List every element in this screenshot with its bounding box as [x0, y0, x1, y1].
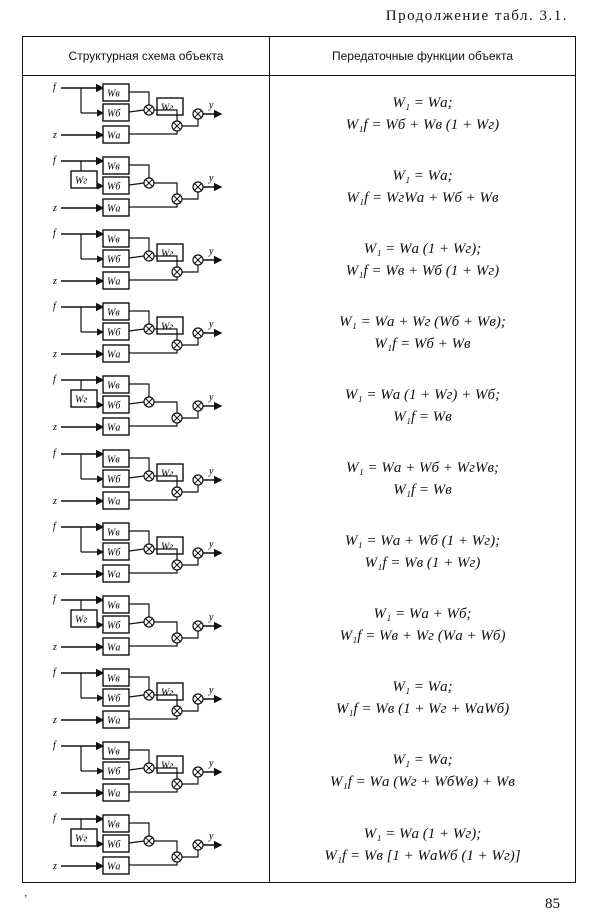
svg-text:Wб: Wб	[107, 400, 121, 412]
input-f-label: f	[53, 301, 56, 313]
svg-text:Wв: Wв	[107, 527, 120, 539]
input-f-label: f	[53, 228, 56, 240]
transfer-functions	[270, 151, 575, 222]
input-f-label: f	[53, 813, 56, 824]
formula-w1f: W₁f = WгWа + Wб + Wв	[346, 189, 499, 206]
block-diagram	[53, 517, 223, 588]
transfer-functions	[270, 736, 575, 807]
svg-text:Wв: Wв	[107, 307, 120, 319]
svg-text:Wа: Wа	[107, 276, 121, 288]
input-f-label: f	[53, 593, 56, 605]
block-diagram	[53, 590, 223, 661]
svg-text:Wа: Wа	[107, 422, 121, 434]
svg-text:Wб: Wб	[107, 620, 121, 632]
block-diagram	[53, 151, 223, 222]
block-diagram	[53, 370, 223, 441]
svg-text:Wг: Wг	[75, 394, 88, 406]
input-z-label: z	[53, 203, 57, 215]
svg-text:Wв: Wв	[107, 234, 120, 246]
formula-w1: W₁ = Wа + Wб + WгWв;	[346, 460, 499, 476]
table-row	[23, 297, 575, 368]
formula-w1f: W₁f = Wа (Wг + WбWв) + Wв	[330, 774, 515, 791]
svg-text:Wб: Wб	[107, 181, 121, 193]
table-row	[23, 663, 575, 734]
transfer-function-table	[22, 36, 576, 883]
svg-text:Wа: Wа	[107, 203, 121, 215]
input-z-label: z	[53, 714, 57, 726]
svg-text:Wб: Wб	[107, 693, 121, 705]
output-y-label: y	[209, 100, 214, 111]
svg-text:Wв: Wв	[107, 161, 120, 173]
input-z-label: z	[53, 276, 57, 288]
svg-text:Wа: Wа	[107, 715, 121, 727]
output-y-label: y	[209, 246, 214, 258]
formula-w1: W₁ = Wа;	[392, 167, 453, 184]
input-f-label: f	[53, 155, 56, 167]
formula-w1: W₁ = Wа;	[392, 679, 453, 696]
svg-text:Wг: Wг	[161, 468, 174, 479]
svg-text:Wа: Wа	[107, 642, 121, 654]
block-diagram	[53, 663, 223, 734]
output-y-label: y	[209, 684, 214, 696]
table-row	[23, 151, 575, 222]
block-diagram	[53, 224, 223, 295]
transfer-functions	[270, 224, 575, 295]
svg-text:Wб: Wб	[107, 547, 121, 559]
svg-text:Wв: Wв	[107, 600, 120, 612]
output-y-label: y	[209, 831, 214, 842]
header-transfer-functions: Передаточные функции объекта	[331, 49, 514, 63]
svg-text:Wб: Wб	[107, 108, 121, 120]
svg-text:Wв: Wв	[107, 819, 120, 831]
table-row	[23, 444, 575, 515]
transfer-functions	[270, 444, 575, 515]
formula-w1f: W₁f = Wв [1 + WаWб (1 + Wг)]	[324, 847, 521, 864]
table-row	[23, 78, 575, 149]
svg-text:Wг: Wг	[161, 541, 174, 553]
block-diagram	[53, 297, 223, 368]
input-z-label: z	[53, 495, 57, 507]
formula-w1f: W₁f = Wб + Wв	[374, 335, 471, 352]
formula-w1f: W₁f = Wв + Wб (1 + Wг)	[345, 262, 500, 279]
formula-w1: W₁ = Wа + Wб (1 + Wг);	[344, 533, 501, 550]
transfer-functions	[270, 370, 575, 441]
table-row	[23, 809, 575, 880]
svg-text:Wг: Wг	[161, 760, 174, 772]
svg-text:Wа: Wа	[107, 861, 121, 873]
transfer-functions	[270, 517, 575, 588]
svg-text:Wг: Wг	[161, 687, 174, 699]
input-z-label: z	[53, 349, 57, 361]
continuation-title: Продолжение табл. 3.1.	[385, 8, 568, 24]
formula-w1: W₁ = Wа;	[392, 94, 453, 111]
svg-text:Wг: Wг	[161, 248, 174, 260]
svg-text:Wг: Wг	[161, 321, 174, 333]
input-z-label: z	[53, 130, 57, 141]
svg-text:Wб: Wб	[107, 327, 121, 339]
input-f-label: f	[53, 447, 56, 459]
table-row	[23, 736, 575, 807]
table-row	[23, 517, 575, 588]
svg-text:Wа: Wа	[107, 496, 121, 507]
svg-text:Wб: Wб	[107, 474, 121, 485]
svg-text:Wб: Wб	[107, 766, 121, 778]
block-diagram	[53, 736, 223, 807]
input-f-label: f	[53, 739, 56, 751]
output-y-label: y	[209, 319, 214, 331]
output-y-label: y	[209, 173, 214, 185]
svg-text:Wг: Wг	[75, 175, 88, 187]
stray-mark: ‚	[24, 888, 28, 899]
formula-w1: W₁ = Wа + Wб;	[373, 606, 472, 623]
svg-text:Wа: Wа	[107, 569, 121, 581]
transfer-functions	[270, 663, 575, 734]
transfer-functions	[270, 590, 575, 661]
input-z-label: z	[53, 787, 57, 799]
svg-text:Wг: Wг	[75, 614, 88, 626]
svg-text:Wб: Wб	[107, 839, 121, 851]
svg-text:Wв: Wв	[107, 673, 120, 685]
formula-w1f: W₁f = Wв (1 + Wг)	[364, 555, 481, 572]
transfer-functions	[270, 297, 575, 368]
input-f-label: f	[53, 520, 56, 532]
formula-w1: W₁ = Wа (1 + Wг);	[363, 825, 482, 842]
block-diagram	[53, 78, 223, 149]
formula-w1f: W₁f = Wв (1 + Wг + WаWб)	[335, 701, 510, 718]
block-diagram	[53, 809, 223, 880]
formula-w1f: W₁f = Wв	[393, 408, 452, 425]
input-f-label: f	[53, 82, 56, 93]
svg-text:Wг: Wг	[75, 833, 88, 845]
formula-w1: W₁ = Wа (1 + Wг);	[363, 240, 482, 257]
header-divider	[23, 75, 575, 76]
output-y-label: y	[209, 392, 214, 404]
svg-text:Wв: Wв	[107, 746, 120, 758]
formula-w1f: W₁f = Wв + Wг (Wа + Wб)	[339, 628, 506, 645]
header-structure: Структурная схема объекта	[68, 49, 224, 63]
input-f-label: f	[53, 374, 56, 386]
transfer-functions	[270, 78, 575, 149]
svg-text:Wа: Wа	[107, 788, 121, 800]
transfer-functions	[270, 809, 575, 880]
formula-w1f: W₁f = Wв	[393, 482, 452, 498]
block-diagram	[53, 444, 223, 515]
svg-text:Wа: Wа	[107, 349, 121, 361]
svg-text:Wв: Wв	[107, 380, 120, 392]
input-z-label: z	[53, 568, 57, 580]
input-z-label: z	[53, 861, 57, 872]
svg-text:Wв: Wв	[107, 454, 120, 465]
table-row	[23, 370, 575, 441]
svg-text:Wа: Wа	[107, 130, 121, 142]
output-y-label: y	[209, 465, 214, 477]
table-row	[23, 590, 575, 661]
formula-w1: W₁ = Wа;	[392, 752, 453, 769]
formula-w1: W₁ = Wа (1 + Wг) + Wб;	[344, 386, 501, 403]
formula-w1: W₁ = Wа + Wг (Wб + Wв);	[339, 313, 506, 330]
formula-w1f: W₁f = Wб + Wв (1 + Wг)	[345, 116, 500, 133]
output-y-label: y	[209, 611, 214, 623]
svg-text:Wб: Wб	[107, 254, 121, 266]
input-z-label: z	[53, 422, 57, 434]
output-y-label: y	[209, 757, 214, 769]
svg-text:Wг: Wг	[161, 102, 174, 114]
table-row	[23, 224, 575, 295]
input-f-label: f	[53, 666, 56, 678]
input-z-label: z	[53, 641, 57, 653]
output-y-label: y	[209, 538, 214, 550]
svg-text:Wв: Wв	[107, 88, 120, 100]
page-number: 85	[545, 896, 560, 912]
